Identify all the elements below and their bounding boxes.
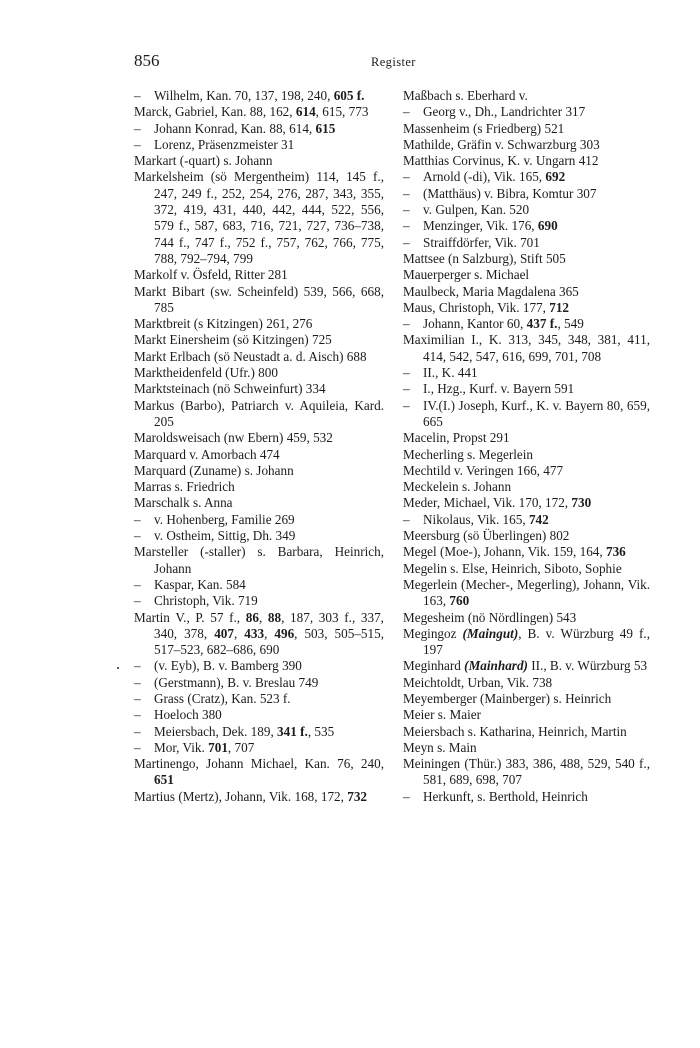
entry-text: Markolf v. Ösfeld, Ritter 281 [134, 267, 288, 283]
entry-text: Maulbeck, Maria Magdalena 365 [403, 283, 579, 299]
entry-text: Meichtoldt, Urban, Vik. 738 [403, 674, 553, 690]
index-entry [134, 577, 384, 593]
entry-text: 690 [537, 218, 558, 234]
entry-dash: – [134, 593, 141, 609]
entry-text: , 535 [307, 723, 335, 739]
index-entry [134, 430, 384, 446]
entry-text: 86 [245, 609, 259, 625]
entry-text: Markt Einersheim (sö Kitzingen) 725 [134, 332, 332, 348]
entry-text: , 503, 505–515, 517–523, 682–686, 690 [154, 625, 385, 658]
index-entry [403, 658, 650, 674]
index-entry [134, 121, 384, 137]
entry-text: Johann, Kantor 60, [423, 316, 527, 332]
entry-text: v. Ostheim, Sittig, Dh. 349 [154, 528, 296, 544]
entry-text: Straiffdörfer, Vik. 701 [423, 234, 540, 250]
index-entry [134, 463, 384, 479]
index-entry [134, 153, 384, 169]
entry-dash: – [403, 234, 410, 250]
entry-text: 496 [274, 625, 295, 641]
index-entry [134, 284, 384, 317]
index-entry [403, 512, 650, 528]
entry-text: Megel (Moe-), Johann, Vik. 159, 164, [403, 544, 606, 560]
entry-text: I., Hzg., Kurf. v. Bayern 591 [423, 381, 575, 397]
entry-text: Meginhard [403, 658, 465, 674]
entry-dash: – [134, 674, 141, 690]
index-entry [403, 235, 650, 251]
index-entry [403, 561, 650, 577]
entry-dash: – [134, 136, 141, 152]
entry-text: Megesheim (nö Nördlingen) 543 [403, 609, 577, 625]
entry-text: Martinengo, Johann Michael, Kan. 76, 240, [134, 756, 384, 772]
index-entry [134, 610, 384, 659]
entry-dash: – [403, 316, 410, 332]
entry-text: Marras s. Friedrich [134, 479, 235, 495]
entry-text: 433 [244, 625, 265, 641]
index-entry [403, 724, 650, 740]
index-entry [403, 479, 650, 495]
index-entry [134, 381, 384, 397]
entry-text: , [264, 625, 275, 641]
entry-text: 614 [295, 104, 316, 120]
index-entry [403, 577, 650, 610]
index-entry [403, 332, 650, 365]
entry-dash: – [134, 739, 141, 755]
entry-text: Macelin, Propst 291 [403, 430, 510, 446]
entry-dash: – [134, 511, 141, 527]
entry-text: Meersburg (sö Überlingen) 802 [403, 528, 570, 544]
entry-text: Massenheim (s Friedberg) 521 [403, 120, 565, 136]
entry-text: Marquard v. Amorbach 474 [134, 446, 280, 462]
entry-text: Marquard (Zuname) s. Johann [134, 462, 294, 478]
entry-text: Meiersbach, Dek. 189, [154, 723, 278, 739]
entry-text: Maximilian I., K. 313, 345, 348, 381, 411, 414, 542, 547, 616, 699, 701, 708 [403, 332, 650, 364]
index-entry [134, 658, 384, 674]
entry-text: Christoph, Vik. 719 [154, 593, 258, 609]
index-entry [134, 104, 384, 120]
entry-text: , 707 [227, 739, 255, 755]
entry-text: 651 [154, 772, 174, 788]
index-entry [134, 789, 384, 805]
index-entry [134, 593, 384, 609]
index-column-right [403, 88, 650, 805]
entry-text: Mor, Vik. [154, 739, 209, 755]
index-entry [134, 447, 384, 463]
entry-text: , B. v. Würzburg 49 f., 197 [423, 625, 650, 658]
index-entry [403, 528, 650, 544]
index-entry [134, 365, 384, 381]
entry-text: Mattsee (n Salzburg), Stift 505 [403, 250, 566, 266]
entry-dash: – [403, 788, 410, 804]
entry-text: 615 [315, 120, 336, 136]
entry-text: (v. Eyb), B. v. Bamberg 390 [154, 658, 302, 674]
entry-dash: – [403, 511, 410, 527]
index-entry [134, 349, 384, 365]
index-entry [403, 104, 650, 120]
entry-text: 732 [347, 788, 368, 804]
entry-text: Meckelein s. Johann [403, 479, 512, 495]
index-entry [134, 137, 384, 153]
index-entry [403, 202, 650, 218]
entry-text: Maus, Christoph, Vik. 177, [403, 299, 550, 315]
index-entry [403, 430, 650, 446]
entry-text: Marktbreit (s Kitzingen) 261, 276 [134, 316, 313, 332]
entry-text: Markus (Barbo), Patriarch v. Aquileia, Kard. 205 [134, 397, 384, 429]
index-entry [134, 332, 384, 348]
entry-text: Meier s. Maier [403, 707, 481, 723]
entry-text: Lorenz, Präsenzmeister 31 [154, 136, 295, 152]
entry-text: 742 [528, 511, 549, 527]
index-entry [403, 626, 650, 659]
entry-text: Mechtild v. Veringen 166, 477 [403, 462, 564, 478]
entry-text: 692 [545, 169, 566, 185]
entry-text: (Mainhard) [464, 658, 528, 674]
entry-text: (Maingut) [462, 625, 519, 641]
entry-text: Meyemberger (Mainberger) s. Heinrich [403, 690, 612, 706]
index-entry [134, 88, 384, 104]
entry-text: Megingoz [403, 625, 463, 641]
entry-text: 437 f. [526, 316, 558, 332]
entry-text: Maroldsweisach (nw Ebern) 459, 532 [134, 430, 333, 446]
entry-text: Maßbach s. Eberhard v. [403, 88, 528, 103]
entry-text: Megelin s. Else, Heinrich, Siboto, Sophie [403, 560, 622, 576]
index-entry [403, 88, 650, 104]
entry-text: Arnold (-di), Vik. 165, [423, 169, 546, 185]
index-entry [134, 707, 384, 723]
entry-text: Matthias Corvinus, K. v. Ungarn 412 [403, 153, 599, 169]
entry-text: 701 [208, 739, 228, 755]
entry-text: Marktsteinach (nö Schweinfurt) 334 [134, 381, 326, 397]
index-entry [134, 495, 384, 511]
index-entry [403, 398, 650, 431]
index-entry [403, 756, 650, 789]
entry-dash: – [134, 723, 141, 739]
index-entry [403, 691, 650, 707]
entry-text: Marktheidenfeld (Ufr.) 800 [134, 365, 278, 381]
entry-text: Mathilde, Gräfin v. Schwarzburg 303 [403, 136, 600, 152]
index-entry [403, 365, 650, 381]
entry-text: Meder, Michael, Vik. 170, 172, [403, 495, 572, 511]
entry-text: Kaspar, Kan. 584 [154, 576, 246, 592]
index-entry [403, 218, 650, 234]
entry-dash: – [403, 185, 410, 201]
index-entry [403, 675, 650, 691]
page-number: 856 [134, 51, 160, 70]
entry-dash: – [134, 88, 141, 103]
entry-text: Menzinger, Vik. 176, [423, 218, 538, 234]
entry-dash: – [134, 528, 141, 544]
index-entry [134, 544, 384, 577]
index-entry [403, 186, 650, 202]
entry-text: 760 [449, 593, 470, 609]
entry-text: Nikolaus, Vik. 165, [423, 511, 529, 527]
entry-dash: – [134, 707, 141, 723]
entry-text: Meyn s. Main [403, 739, 477, 755]
index-entry [134, 267, 384, 283]
entry-dash: – [134, 658, 141, 674]
entry-text: Mauerperger s. Michael [403, 267, 530, 283]
entry-dash: – [403, 365, 410, 381]
entry-text: Markart (-quart) s. Johann [134, 153, 273, 169]
entry-dash: – [403, 202, 410, 218]
margin-mark [117, 667, 119, 669]
entry-text: , [233, 625, 245, 641]
index-entry [134, 724, 384, 740]
entry-dash: – [403, 104, 410, 120]
index-entry [134, 691, 384, 707]
entry-text: , [258, 609, 268, 625]
index-entry [403, 251, 650, 267]
entry-text: (Gerstmann), B. v. Breslau 749 [154, 674, 319, 690]
index-entry [134, 316, 384, 332]
entry-dash: – [403, 397, 410, 413]
entry-text: Meiningen (Thür.) 383, 386, 488, 529, 540 f., 581, 689, 698, 707 [403, 756, 650, 788]
entry-text: 341 f. [277, 723, 308, 739]
entry-text: Martius (Mertz), Johann, Vik. 168, 172, [134, 788, 348, 804]
index-entry [134, 756, 384, 789]
entry-text: Marsteller (-staller) s. Barbara, Heinrich, Johann [134, 544, 384, 576]
running-head: Register [371, 55, 416, 69]
entry-dash: – [134, 120, 141, 136]
entry-text: , 187, 303 f., 337, 340, 378, [154, 609, 384, 641]
entry-text: Georg v., Dh., Landrichter 317 [423, 104, 586, 120]
index-entry [134, 398, 384, 431]
entry-text: Marck, Gabriel, Kan. 88, 162, [134, 104, 296, 120]
index-entry [403, 610, 650, 626]
index-entry [134, 479, 384, 495]
index-entry [403, 447, 650, 463]
entry-text: Hoeloch 380 [154, 707, 222, 723]
entry-text: (Matthäus) v. Bibra, Komtur 307 [423, 185, 597, 201]
index-entry [134, 169, 384, 267]
entry-dash: – [403, 169, 410, 185]
index-entry [403, 789, 650, 805]
index-column-left [134, 88, 384, 805]
entry-text: IV.(I.) Joseph, Kurf., K. v. Bayern 80, 659, 665 [423, 397, 650, 429]
entry-dash: – [134, 576, 141, 592]
index-entry [403, 316, 650, 332]
entry-text: Megerlein (Mecher-, Megerling), Johann, Vik. 163, [403, 576, 650, 609]
index-entry [403, 169, 650, 185]
index-entry [403, 544, 650, 560]
entry-text: II., K. 441 [423, 365, 478, 381]
entry-text: Martin V., P. 57 f., [134, 609, 246, 625]
index-entry [134, 512, 384, 528]
entry-text: 712 [549, 299, 570, 315]
entry-text: II., B. v. Würzburg 53 [527, 658, 648, 674]
index-entry [134, 675, 384, 691]
index-entry [403, 463, 650, 479]
entry-text: v. Gulpen, Kan. 520 [423, 202, 530, 218]
entry-text: Meiersbach s. Katharina, Heinrich, Martin [403, 723, 627, 739]
entry-text: Markt Erlbach (sö Neustadt a. d. Aisch) 688 [134, 348, 367, 364]
index-entry [403, 267, 650, 283]
entry-text: v. Hohenberg, Familie 269 [154, 511, 295, 527]
entry-text: 407 [214, 625, 234, 641]
entry-text: Markt Bibart (sw. Scheinfeld) 539, 566, 668, 785 [134, 283, 384, 315]
index-entry [403, 153, 650, 169]
entry-text: Herkunft, s. Berthold, Heinrich [423, 788, 588, 804]
entry-text: 730 [571, 495, 592, 511]
index-entry [403, 740, 650, 756]
index-entry [134, 528, 384, 544]
index-entry [403, 381, 650, 397]
entry-text: Grass (Cratz), Kan. 523 f. [154, 690, 291, 706]
entry-text: Marschalk s. Anna [134, 495, 233, 511]
index-entry [403, 137, 650, 153]
entry-dash: – [403, 218, 410, 234]
index-entry [403, 121, 650, 137]
entry-text: Mecherling s. Megerlein [403, 446, 534, 462]
entry-text: 605 f. [333, 88, 365, 103]
index-entry [134, 740, 384, 756]
entry-text: Johann Konrad, Kan. 88, 614, [154, 120, 316, 136]
index-entry [403, 707, 650, 723]
entry-dash: – [403, 381, 410, 397]
entry-text: Wilhelm, Kan. 70, 137, 198, 240, [154, 88, 334, 103]
entry-text: , 549 [557, 316, 584, 332]
entry-text: 88 [267, 609, 282, 625]
index-entry [403, 495, 650, 511]
entry-text: 736 [605, 544, 626, 560]
entry-dash: – [134, 690, 141, 706]
entry-text: , 615, 773 [315, 104, 369, 120]
index-entry [403, 300, 650, 316]
entry-text: Markelsheim (sö Mergentheim) 114, 145 f., 247, 249 f., 252, 254, 276, 287, 343, 355, 372, 419, 431, 440, 442, 444, 522, 556, 579 f., 587, 683, 716, 721, 727, 736–738, 744 f., 747 f., 752 f., 757, 762, 766, 775, 788, 792–794, 799 [134, 169, 384, 266]
index-entry [403, 284, 650, 300]
